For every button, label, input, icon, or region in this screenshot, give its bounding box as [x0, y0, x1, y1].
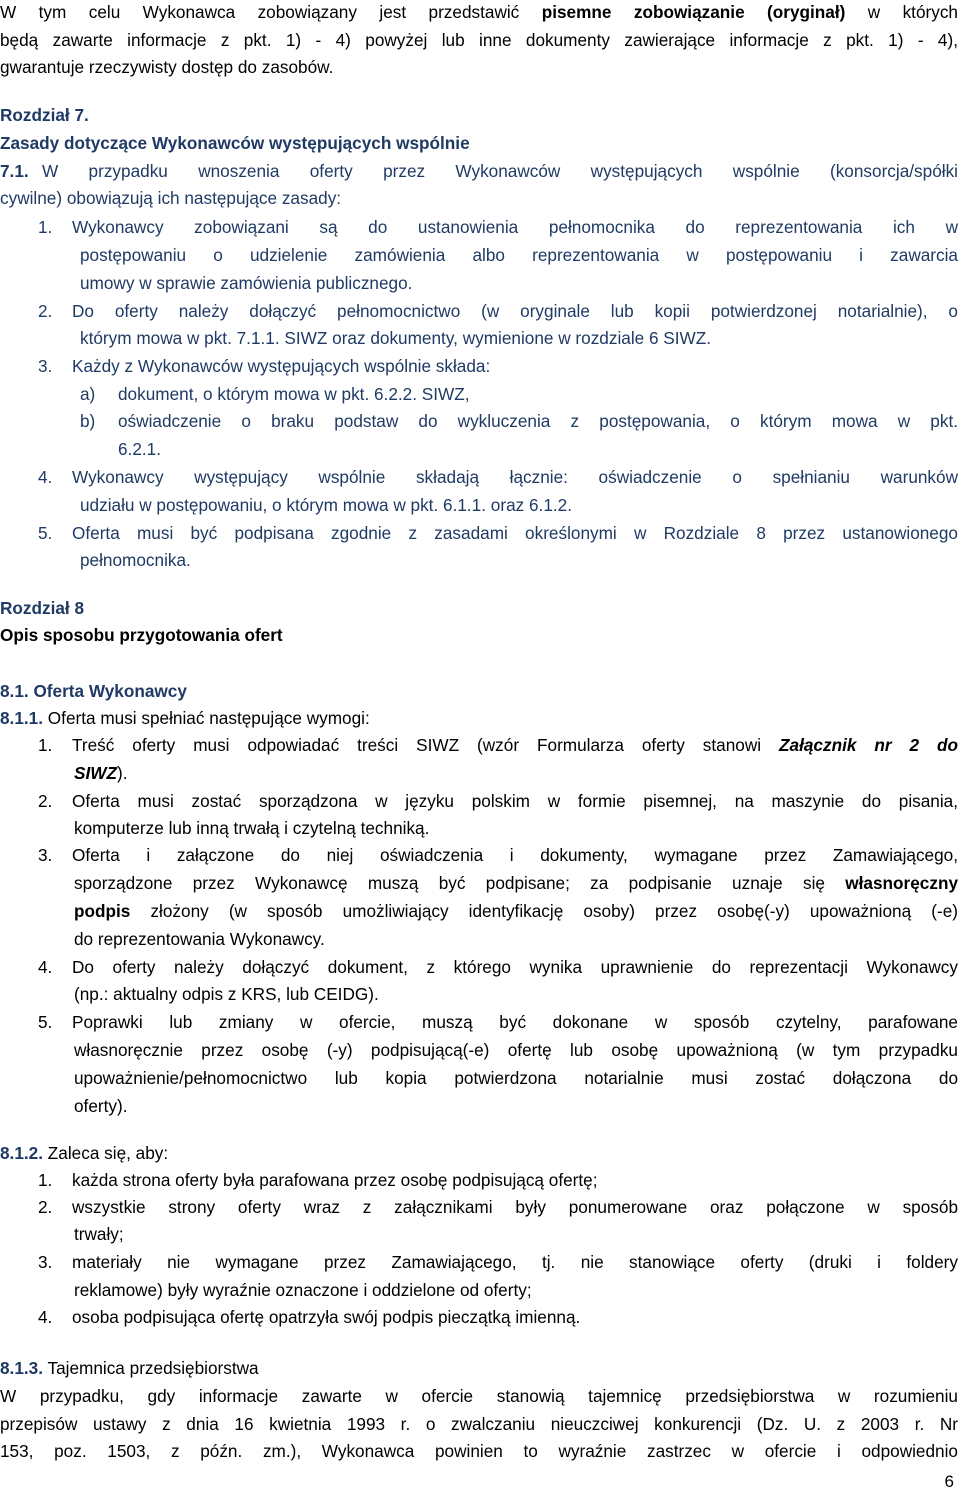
section-8-1-1-title: 8.1.1. Oferta musi spełniać następujące wymogi: — [0, 708, 370, 728]
list-item-number: 2. — [38, 1197, 53, 1217]
list-item-line: własnoręcznie przez osobę (-y) podpisującą(-e) ofertę lub osobę upoważnioną (w tym przypadku — [74, 1040, 958, 1060]
list-item-number: 4. — [38, 467, 53, 487]
list-item-number: 1. — [38, 217, 53, 237]
list-item-line: reklamowe) były wyraźnie oznaczone i oddzielone od oferty; — [74, 1280, 532, 1300]
chapter-7-heading: Rozdział 7. — [0, 105, 89, 125]
sub-item-line: dokument, o którym mowa w pkt. 6.2.2. SIWZ, — [118, 384, 470, 404]
list-item-line: komputerze lub inną trwałą i czytelną techniką. — [74, 818, 430, 838]
list-item-line: trwały; — [74, 1224, 124, 1244]
list-item-number: 3. — [38, 1252, 53, 1272]
intro-line-1: W tym celu Wykonawca zobowiązany jest przedstawić pisemne zobowiązanie (oryginał) w których — [0, 2, 958, 22]
list-item-number: 1. — [38, 1170, 53, 1190]
list-item-number: 1. — [38, 735, 53, 755]
sub-item-line: 6.2.1. — [118, 439, 162, 459]
list-item-line: umowy w sprawie zamówienia publicznego. — [80, 273, 413, 293]
sub-item-letter: a) — [80, 384, 96, 404]
list-item-number: 2. — [38, 301, 53, 321]
list-item-number: 5. — [38, 1012, 53, 1032]
list-item-line: Poprawki lub zmiany w ofercie, muszą być dokonane w sposób czytelny, parafowane — [72, 1012, 958, 1032]
paragraph-line: 153, poz. 1503, z późn. zm.), Wykonawca powinien to wyraźnie zastrzec w ofercie i odpowiednio — [0, 1441, 958, 1461]
list-item-line: pełnomocnika. — [80, 550, 191, 570]
list-item-line: Wykonawcy zobowiązani są do ustanowienia pełnomocnika do reprezentowania ich w — [72, 217, 958, 237]
list-item-line: materiały nie wymagane przez Zamawiającego, tj. nie stanowiące oferty (druki i foldery — [72, 1252, 958, 1272]
list-item-line: Oferta musi zostać sporządzona w języku polskim w formie pisemnej, na maszynie do pisania, — [72, 791, 958, 811]
list-item-line: Wykonawcy występujący wspólnie składają łącznie: oświadczenie o spełnianiu warunków — [72, 467, 958, 487]
chapter-8-heading: Rozdział 8 — [0, 598, 85, 618]
list-item-line: Oferta musi być podpisana zgodnie z zasadami określonymi w Rozdziale 8 przez ustanowionego — [72, 523, 958, 543]
section-7-1-line-2: cywilne) obowiązują ich następujące zasady: — [0, 188, 342, 208]
list-item-line: udziału w postępowaniu, o którym mowa w pkt. 6.1.1. oraz 6.1.2. — [80, 495, 573, 515]
list-item-line: Oferta i załączone do niej oświadczenia i dokumenty, wymagane przez Zamawiającego, — [72, 845, 958, 865]
list-item-line: Każdy z Wykonawców występujących wspólnie składa: — [72, 356, 491, 376]
list-item-number: 5. — [38, 523, 53, 543]
list-item-number: 3. — [38, 356, 53, 376]
list-item-line: sporządzone przez Wykonawcę muszą być podpisane; za podpisanie uznaje się własnoręczny — [74, 873, 958, 893]
list-item-line: wszystkie strony oferty wraz z załącznikami były ponumerowane oraz połączone w sposób — [72, 1197, 958, 1217]
section-7-1-number: 7.1. — [0, 161, 29, 181]
intro-line-2: będą zawarte informacje z pkt. 1) - 4) powyżej lub inne dokumenty zawierające informacje z pkt. 1) - 4), — [0, 30, 958, 50]
page-number: 6 — [944, 1472, 954, 1491]
sub-item-line: oświadczenie o braku podstaw do wykluczenia z postępowania, o którym mowa w pkt. — [118, 411, 958, 431]
list-item-line: osoba podpisująca ofertę opatrzyła swój podpis pieczątką imienną. — [72, 1307, 581, 1327]
list-item-line: Do oferty należy dołączyć dokument, z którego wynika uprawnienie do reprezentacji Wykonawcy — [72, 957, 958, 977]
chapter-8-title: Opis sposobu przygotowania ofert — [0, 625, 283, 645]
chapter-7-title: Zasady dotyczące Wykonawców występujących wspólnie — [0, 133, 470, 153]
list-item-line: Treść oferty musi odpowiadać treści SIWZ (wzór Formularza oferty stanowi Załącznik nr 2 do — [72, 735, 958, 755]
list-item-line: Do oferty należy dołączyć pełnomocnictwo (w oryginale lub kopii potwierdzonej notarialnie), o — [72, 301, 958, 321]
paragraph-line: przepisów ustawy z dnia 16 kwietnia 1993 r. o zwalczaniu nieuczciwej konkurencji (Dz. U. z 2003 r. Nr — [0, 1414, 958, 1434]
intro-line-3: gwarantuje rzeczywisty dostęp do zasobów. — [0, 57, 334, 77]
list-item-number: 4. — [38, 1307, 53, 1327]
list-item-line: (np.: aktualny odpis z KRS, lub CEIDG). — [74, 984, 379, 1004]
section-8-1-3-title: 8.1.3. Tajemnica przedsiębiorstwa — [0, 1358, 259, 1378]
list-item-line: do reprezentowania Wykonawcy. — [74, 929, 325, 949]
paragraph-line: W przypadku, gdy informacje zawarte w ofercie stanowią tajemnicę przedsiębiorstwa w rozumieniu — [0, 1386, 958, 1406]
list-item-number: 4. — [38, 957, 53, 977]
list-item-line: którym mowa w pkt. 7.1.1. SIWZ oraz dokumenty, wymienione w rozdziale 6 SIWZ. — [80, 328, 712, 348]
list-item-number: 2. — [38, 791, 53, 811]
list-item-line: każda strona oferty była parafowana przez osobę podpisującą ofertę; — [72, 1170, 598, 1190]
list-item-number: 3. — [38, 845, 53, 865]
sub-item-letter: b) — [80, 411, 96, 431]
list-item-line: postępowaniu o udzielenie zamówienia albo reprezentowania w postępowaniu i zawarcia — [80, 245, 958, 265]
list-item-line: upoważnienie/pełnomocnictwo lub kopia potwierdzona notarialnie musi zostać dołączona do — [74, 1068, 958, 1088]
section-8-1-2-title: 8.1.2. Zaleca się, aby: — [0, 1143, 169, 1163]
section-8-1-title: 8.1. Oferta Wykonawcy — [0, 681, 187, 701]
list-item-line: podpis złożony (w sposób umożliwiający identyfikację osoby) przez osobę(-y) upoważnioną (-e) — [74, 901, 958, 921]
section-7-1-line-1: W przypadku wnoszenia oferty przez Wykonawców występujących wspólnie (konsorcja/spółki — [42, 161, 958, 181]
list-item-line: oferty). — [74, 1096, 128, 1116]
list-item-line: SIWZ). — [74, 763, 128, 783]
